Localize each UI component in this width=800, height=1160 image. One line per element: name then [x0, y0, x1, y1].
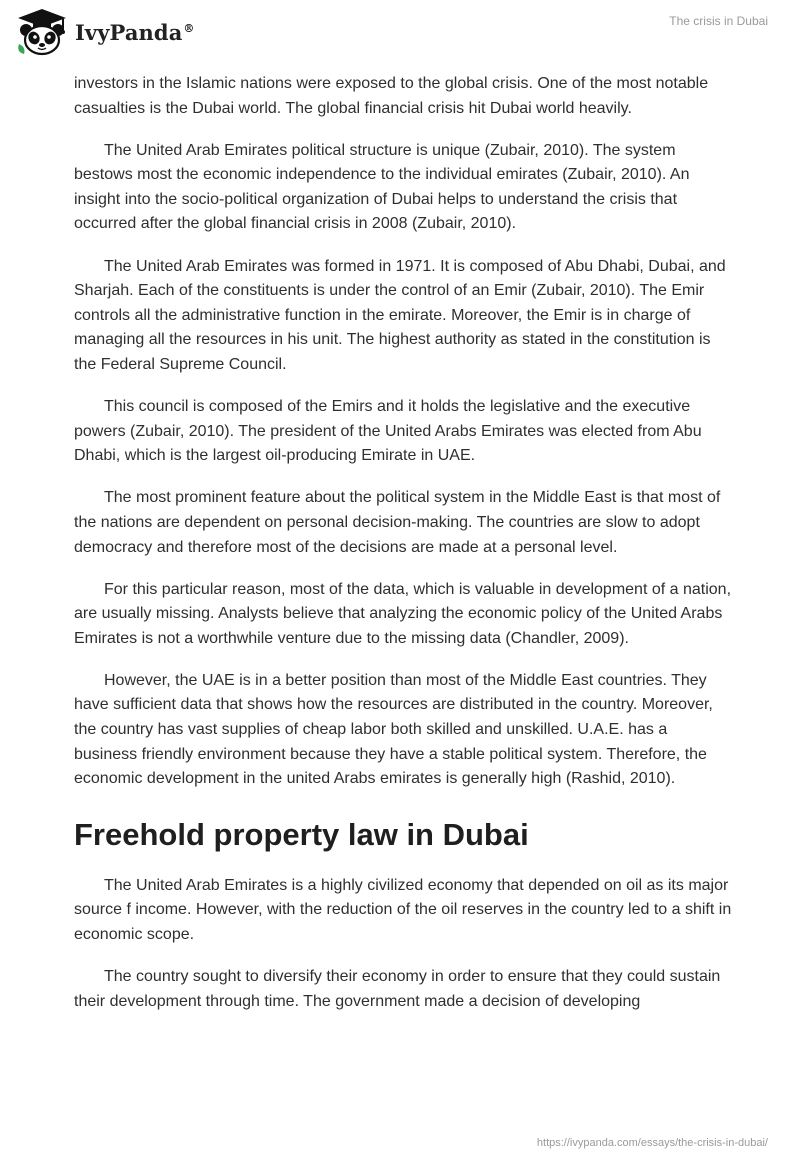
section-heading: Freehold property law in Dubai — [74, 816, 529, 852]
logo-wordmark — [75, 20, 195, 45]
paragraph: However, the UAE is in a better position than most of the Middle East countries. They have sufficient data that shows how the resources are distributed in the country. Moreover, the country has vast supplies of cheap labor both skilled and unskilled. U.A.E. has a business friendly environment because they have a stable political system. Therefore, the economic development in the united Arabs emirates is generally high (Rashid, 2010). — [74, 671, 713, 788]
paragraph: The United Arab Emirates is a highly civilized economy that depended on oil as its major source f income. However, with the reduction of the oil reserves in the country led to a shift in economic scope. — [74, 876, 732, 944]
paragraph: The United Arab Emirates was formed in 1971. It is composed of Abu Dhabi, Dubai, and Sharjah. Each of the constituents is under the control of an Emir (Zubair, 2010). The Emir controls all the administrative function in the emirate. Moreover, the Emir is in charge of managing all the resources in his unit. The highest authority as stated in the constitution is the Federal Supreme Council. — [74, 257, 726, 373]
essay-content — [74, 72, 734, 1032]
logo-text: IvyPanda — [75, 19, 183, 45]
paragraph: The most prominent feature about the political system in the Middle East is that most of the nations are dependent on personal decision-making. The countries are slow to adopt democracy and therefore most of the decisions are made at a personal level. — [74, 489, 721, 556]
paragraph: This council is composed of the Emirs and it holds the legislative and the executive powers (Zubair, 2010). The president of the United Arabs Emirates was elected from Abu Dhabi, which is the largest oil-producing Emirate in UAE. — [74, 398, 702, 465]
paragraph: For this particular reason, most of the data, which is valuable in development of a nation, are usually missing. Analysts believe that analyzing the economic policy of the United Arabs Emirates is not a worthwhile venture due to the missing data (Chandler, 2009). — [74, 580, 732, 647]
registered-mark: ® — [183, 21, 195, 35]
footer-url[interactable]: https://ivypanda.com/essays/the-crisis-in-dubai/ — [536, 1137, 768, 1149]
document-title: The crisis in Dubai — [669, 14, 768, 28]
panda-mascot-icon — [14, 8, 70, 56]
ivypanda-logo[interactable] — [14, 8, 195, 56]
page-header — [0, 0, 800, 70]
paragraph: The United Arab Emirates political structure is unique (Zubair, 2010). The system bestows most the economic independence to the individual emirates (Zubair, 2010). An insight into the socio-political organization of Dubai helps to understand the crisis that occurred after the global financial crisis in 2008 (Zubair, 2010). — [74, 141, 690, 233]
paragraph: The country sought to diversify their economy in order to ensure that they could sustain their development through time. The government made a decision of developing — [74, 968, 721, 1010]
paragraph: investors in the Islamic nations were exposed to the global crisis. One of the most notable casualties is the Dubai world. The global financial crisis hit Dubai world heavily. — [74, 75, 709, 117]
